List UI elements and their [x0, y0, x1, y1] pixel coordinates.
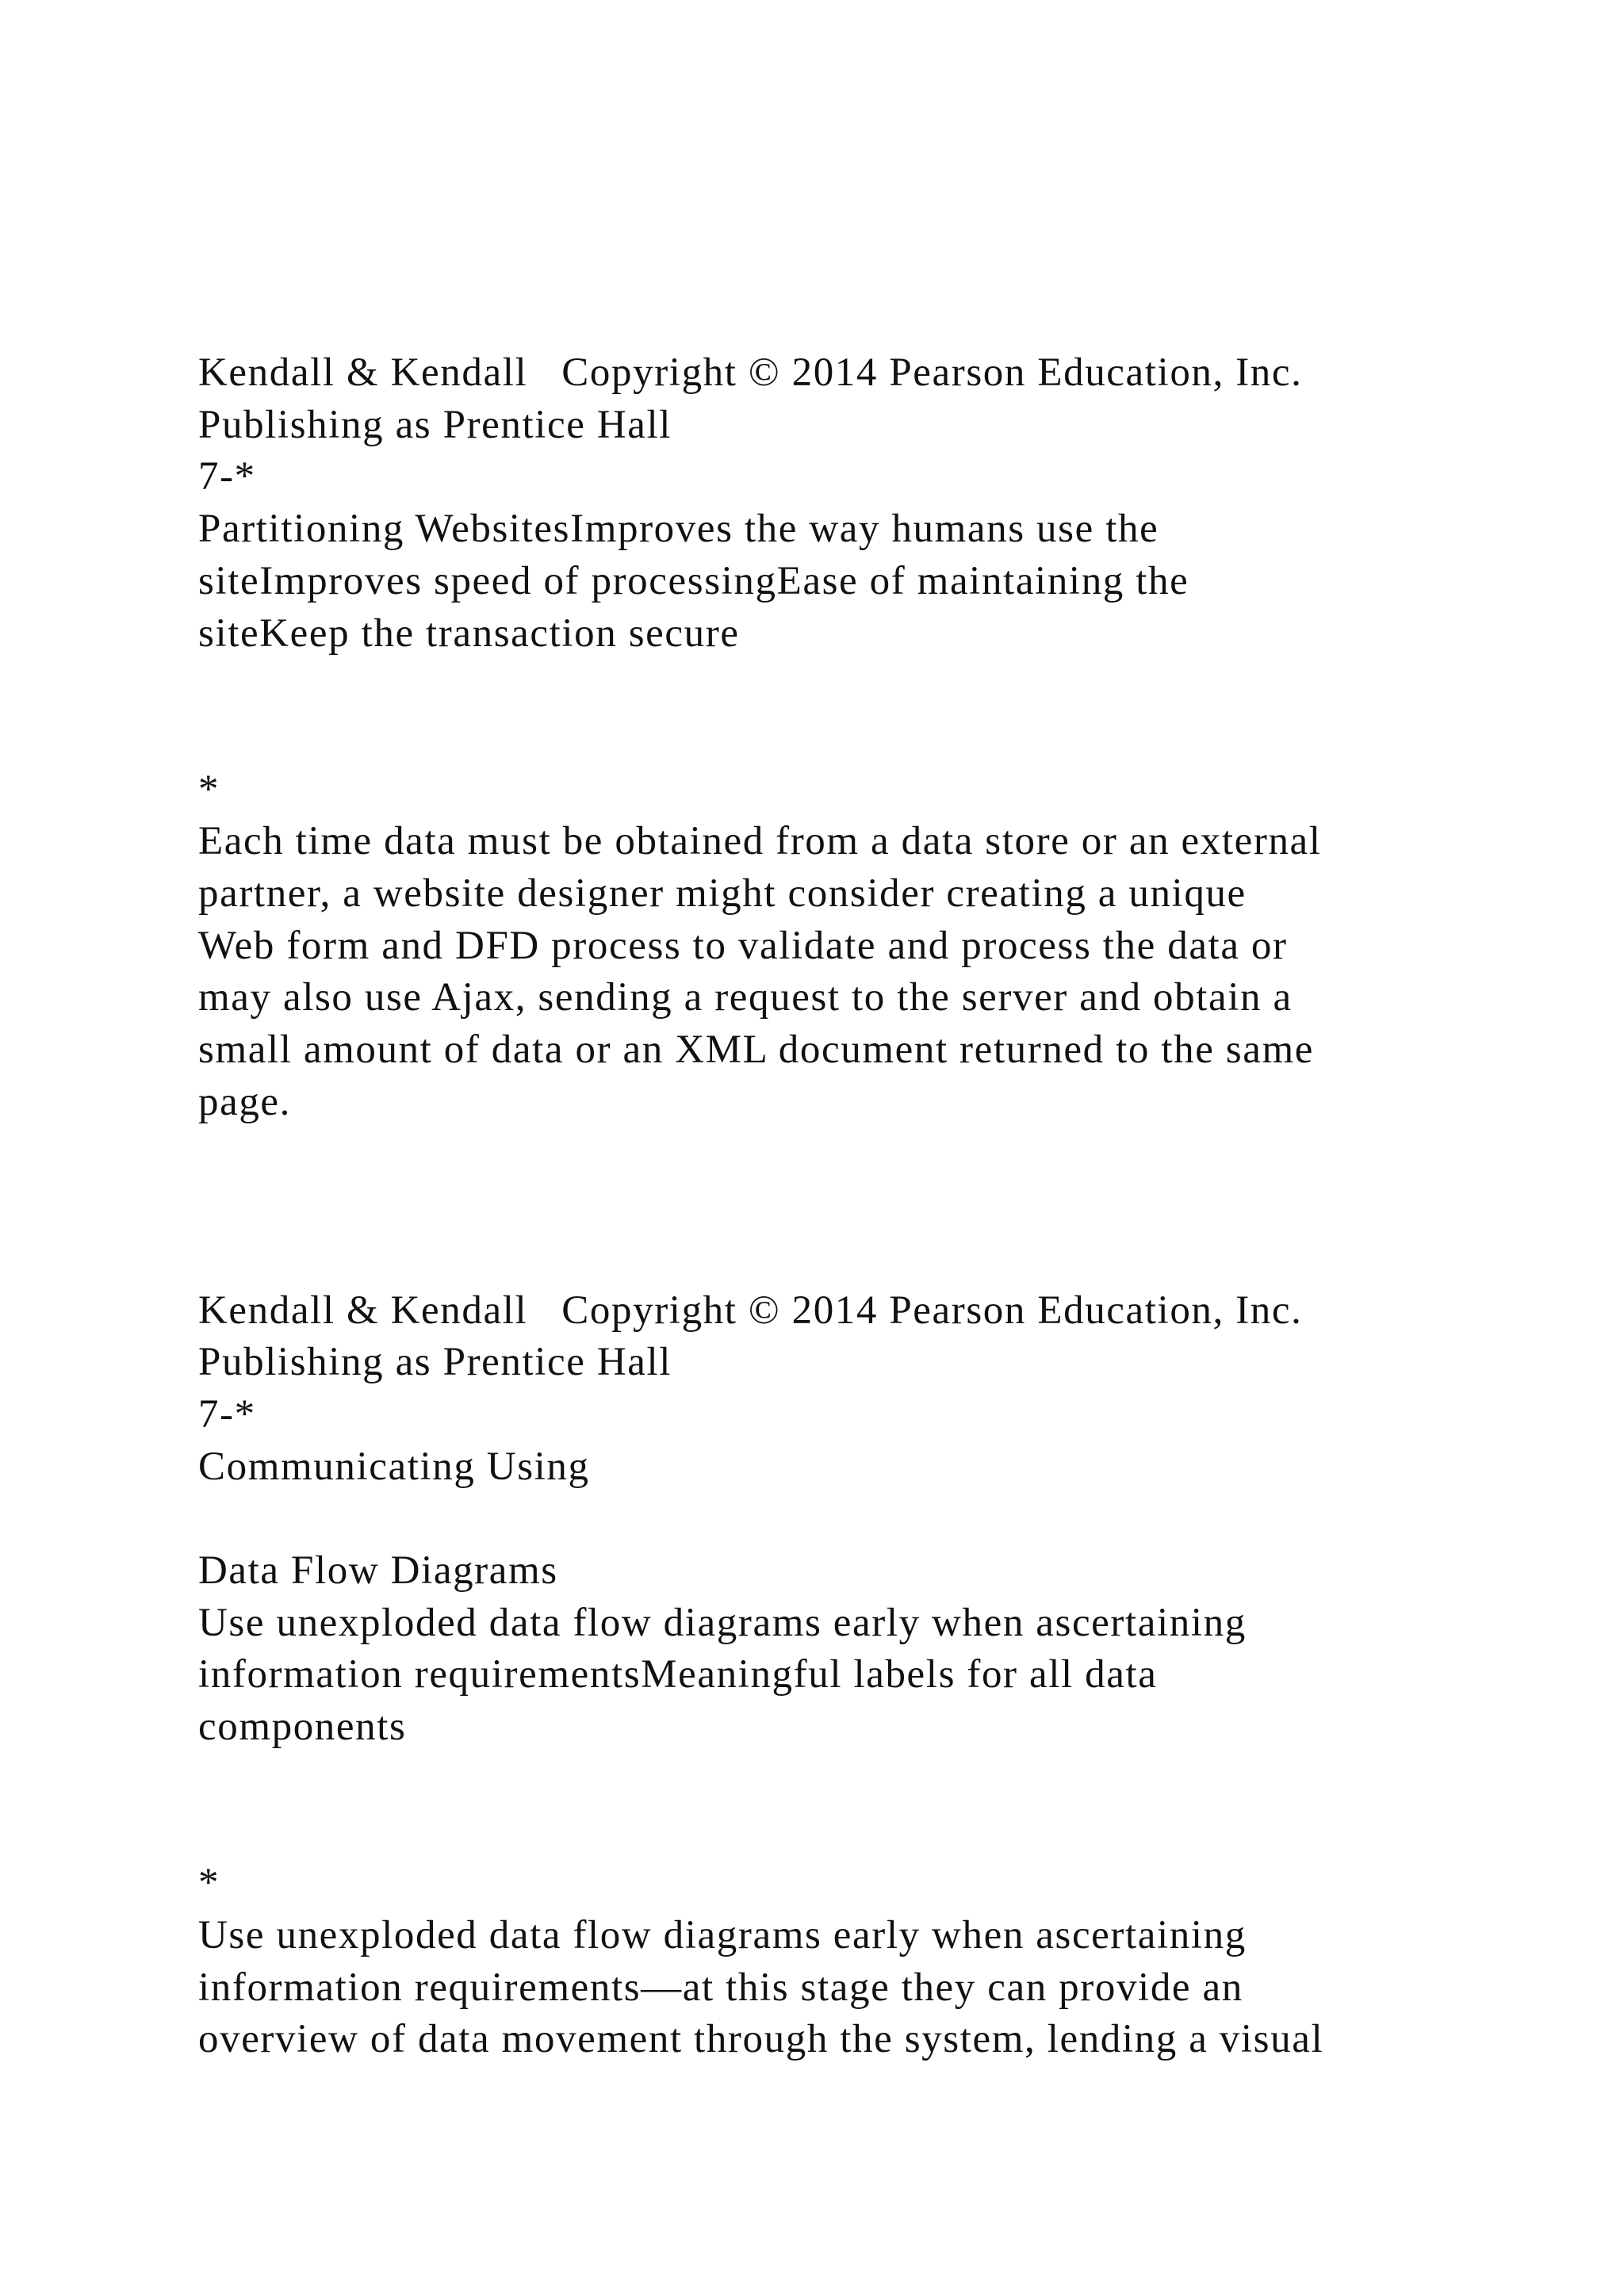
publisher-line: Publishing as Prentice Hall — [198, 1340, 672, 1385]
text-line: small amount of data or an XML document returned to the same — [198, 1027, 1314, 1073]
text-line: Use unexploded data flow diagrams early when ascertaining — [198, 1912, 1247, 1957]
blank-line — [198, 1754, 1499, 1806]
slide-title: Communicating Using — [198, 1444, 590, 1489]
text-line: Partitioning WebsitesImproves the way humans use the — [198, 507, 1159, 552]
blank-line — [198, 712, 1499, 764]
document-text — [198, 347, 1499, 2066]
text-line: Use unexploded data flow diagrams early when ascertaining — [198, 1600, 1247, 1645]
text-line: may also use Ajax, sending a request to the server and obtain a — [198, 975, 1293, 1020]
blank-line — [198, 1233, 1499, 1285]
blank-line — [198, 660, 1499, 712]
slide-number: 7-* — [198, 1391, 256, 1437]
text-line: Each time data must be obtained from a data store or an external — [198, 819, 1322, 864]
slide-number: 7-* — [198, 454, 256, 499]
slide-title: Data Flow Diagrams — [198, 1548, 558, 1594]
text-line: siteKeep the transaction secure — [198, 610, 740, 656]
copyright-line: Kendall & Kendall Copyright © 2014 Pearson Education, Inc. — [198, 350, 1303, 395]
text-line: information requirementsMeaningful labels for all data — [198, 1652, 1158, 1697]
blank-line — [198, 1806, 1499, 1858]
note-marker: * — [198, 767, 220, 812]
blank-line — [198, 1181, 1499, 1233]
blank-line — [198, 1129, 1499, 1181]
text-line: components — [198, 1705, 407, 1750]
text-line: information requirements—at this stage they can provide an — [198, 1965, 1243, 2010]
text-line: page. — [198, 1079, 292, 1124]
text-line: overview of data movement through the system, lending a visual — [198, 2017, 1324, 2062]
publisher-line: Publishing as Prentice Hall — [198, 402, 672, 447]
text-line: siteImproves speed of processingEase of maintaining the — [198, 558, 1189, 603]
note-marker: * — [198, 1861, 220, 1906]
blank-line — [198, 1493, 1499, 1545]
copyright-line: Kendall & Kendall Copyright © 2014 Pearson Education, Inc. — [198, 1288, 1303, 1333]
text-line: Web form and DFD process to validate and process the data or — [198, 923, 1288, 968]
text-line: partner, a website designer might consider creating a unique — [198, 871, 1247, 916]
